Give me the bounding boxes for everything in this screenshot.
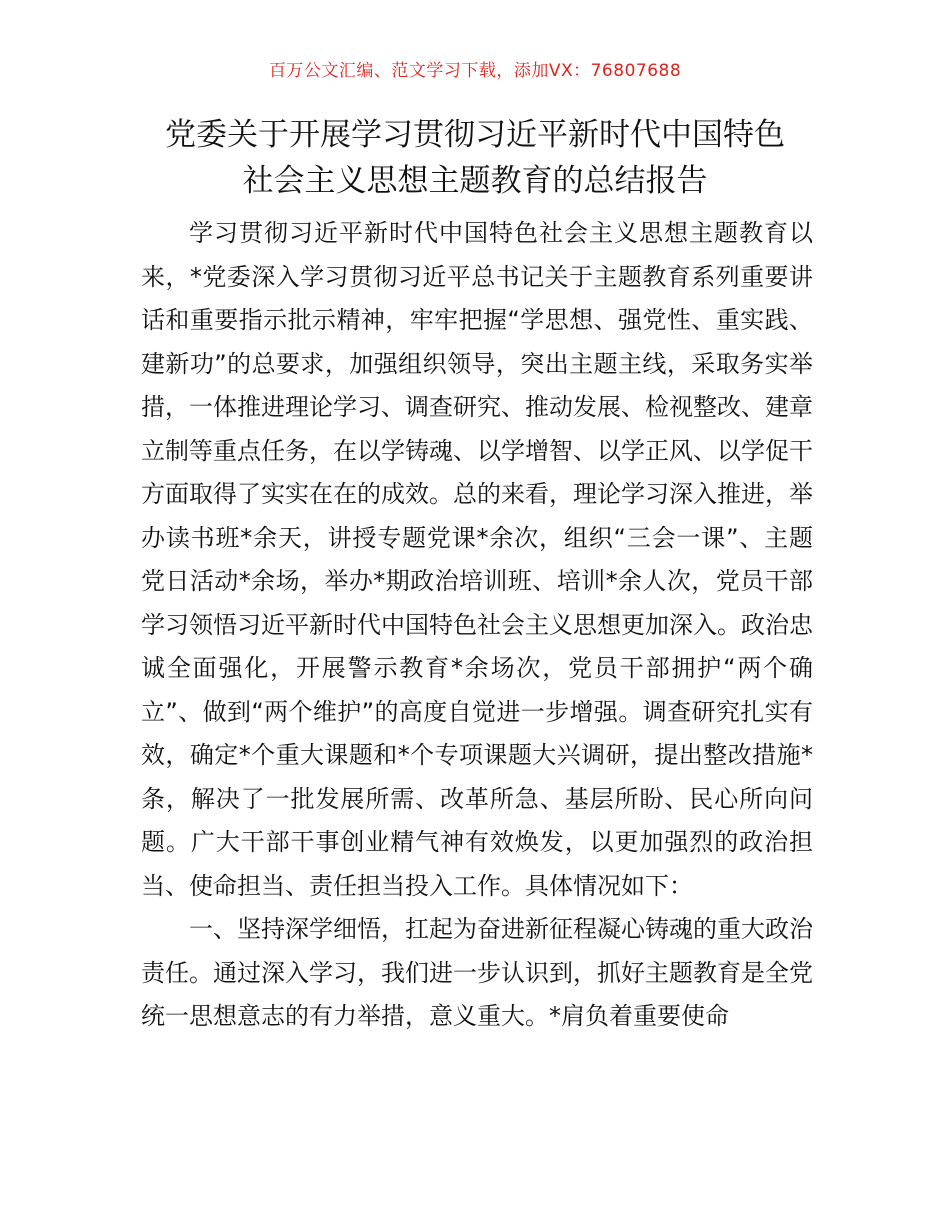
document-body (141, 212, 813, 1039)
section-one-paragraph: 一、坚持深学细悟，扛起为奋进新征程凝心铸魂的重大政治责任。通过深入学习，我们进一步认识到，抓好主题教育是全党统一思想意志的有力举措，意义重大。*肩负着重要使命 (141, 915, 813, 1030)
document-title (100, 112, 850, 204)
document-title-line-1: 党委关于开展学习贯彻习近平新时代中国特色 (165, 117, 785, 153)
intro-paragraph: 学习贯彻习近平新时代中国特色社会主义思想主题教育以来，*党委深入学习贯彻习近平总书记关于主题教育系列重要讲话和重要指示批示精神，牢牢把握“学思想、强党性、重实践、建新功”的总要求，加强组织领导，突出主题主线，采取务实举措，一体推进理论学习、调查研究、推动发展、检视整改、建章立制等重点任务，在以学铸魂、以学增智、以学正风、以学促干方面取得了实实在在的成效。总的来看，理论学习深入推进，举办读书班*余天，讲授专题党课*余次，组织“三会一课”、主题党日活动*余场，举办*期政治培训班、培训*余人次，党员干部学习领悟习近平新时代中国特色社会主义思想更加深入。政治忠诚全面强化，开展警示教育*余场次，党员干部拥护“两个确立”、做到“两个维护”的高度自觉进一步增强。调查研究扎实有效，确定*个重大课题和*个专项课题大兴调研，提出整改措施*条，解决了一批发展所需、改革所急、基层所盼、民心所向问题。广大干部干事创业精气神有效焕发，以更加强烈的政治担当、使命担当、责任担当投入工作。具体情况如下： (141, 219, 813, 900)
header-watermark-note: 百万公文汇编、范文学习下载，添加VX：76807688 (268, 61, 682, 81)
document-title-line-2: 社会主义思想主题教育的总结报告 (242, 163, 708, 199)
